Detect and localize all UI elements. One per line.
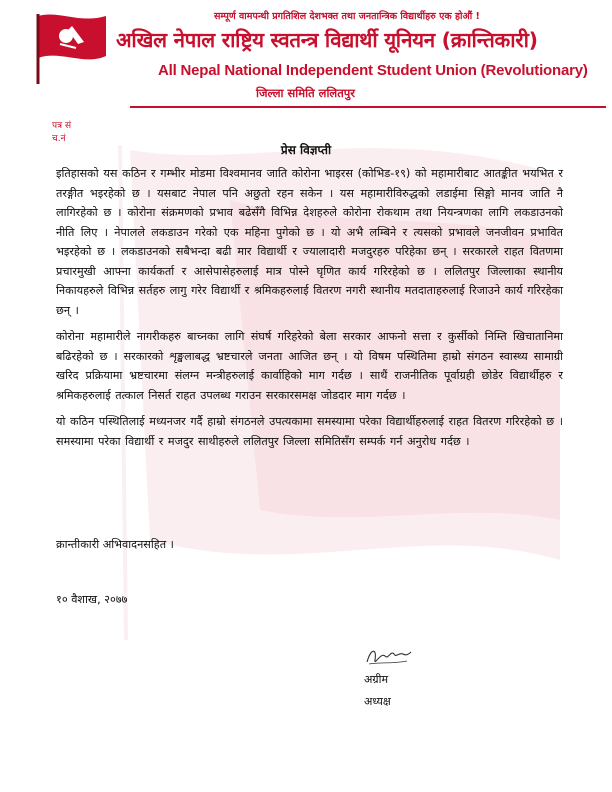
letterhead-slogan: सम्पूर्ण वामपन्थी प्रगतिशिल देशभक्त तथा जनतान्त्रिक विद्यार्थीहरु एक होऔं ! [214,11,480,22]
reference-number-label: पत्र सं [52,121,72,131]
handwritten-signature-icon [363,642,413,670]
signatory-name: अग्रीम [364,673,389,686]
dispatch-number-label: च.नं [52,134,66,144]
release-date: १० वैशाख, २०७७ [56,593,128,606]
body-paragraph-2: कोरोना महामारीले नागरीकहरु बाच्नका लागि संघर्ष गरिहरेको बेला सरकार आफनो सत्ता र कुर्सीको निम्ति खिचातानिमा बढिरहेको छ । सरकारको शृङ्खलाबद्ध भ्रष्टचारले जनता आजित छन् । यो विषम पस्थितिमा हाम्रो संगठन स्वास्थ्य सामाग्री खरिद प्रक्रियामा भ्रष्टचारमा संलग्न मन्त्रीहरुलाई कार्वाहिको माग गर्दछ । साथैं राजनीतिक पूर्वाग्रही छोडेर विद्यार्थीहरु र श्रमिकहरुलाई तत्काल निसर्त राहत उपलब्ध गराउन सरकारसमक्ष जोडदार माग गर्दछ । [56,330,563,402]
red-flag-logo-icon [28,8,110,86]
org-name-nepali: अखिल नेपाल राष्ट्रिय स्वतन्त्र विद्यार्थी यूनियन (क्रान्तिकारी) [116,28,538,52]
district-committee: जिल्ला समिति ललितपुर [256,86,356,100]
header-divider [130,106,606,108]
org-name-english: All Nepal National Independent Student Union (Revolutionary) [158,62,588,79]
letterhead [0,0,612,112]
press-release-body [56,164,563,458]
signatory-title: अध्यक्ष [364,695,391,708]
body-paragraph-1: इतिहासको यस कठिन र गम्भीर मोडमा विश्वमानव जाति कोरोना भाइरस (कोभिड-१९) को महामारीबाट आतङ्कीत भयभित र तरङ्गीत भइरहेको छ । यसबाट नेपाल पनि अछुतो रहन सकेन । यस महामारीविरुद्धको लडाईमा सिङ्गो मानव जाति नै लागिरहेको छ । कोरोना संक्रमणको प्रभाव बढेसँगै विभिन्न देशहरुले कोरोना रोकथाम तथा नियन्त्रणका लागि लकडाउनको नीति लिए । नेपालले लकडाउन गरेको एक महिना पुगेको छ । यो अभै लम्बिने र त्यसको प्रभावले जनजीवन प्रभावित भइरहेको छ । लकडाउनको सबैभन्दा बढी मार विद्यार्थी र ज्यालादारी मजदुरहरु परिहेका छन् । सरकारले राहत वितणमा प्रचारमुखी आफ्ना कार्यकर्ता र आसेपासेहरुलाई मात्र पोस्ने घृणित कार्य गरिरहेको छ । ललितपुर जिल्लाका स्थानीय निकायहरुले विभिन्न सर्तहरु लागु गरेर विद्यार्थी र श्रमिकहरुलाई वितरण नगरी स्थानीय मतदाताहरुलाई रिजाउने कार्य गरिरहेका छन् । [56,167,564,317]
body-paragraph-3: यो कठिन पस्थितिलाई मध्यनजर गर्दै हाम्रो संगठनले उपत्यकामा समस्यामा परेका विद्यार्थीहरुलाई राहत वितरण गरिरहेको छ । समस्यामा परेका विद्यार्थी र मजदुर साथीहरुले ललितपुर जिल्ला समितिसँग सम्पर्क गर्न अनुरोध गर्दछ । [56,415,563,448]
press-release-title: प्रेस विज्ञप्ती [280,143,332,157]
closing-salutation: क्रान्तीकारी अभिवादनसहित । [56,538,174,551]
